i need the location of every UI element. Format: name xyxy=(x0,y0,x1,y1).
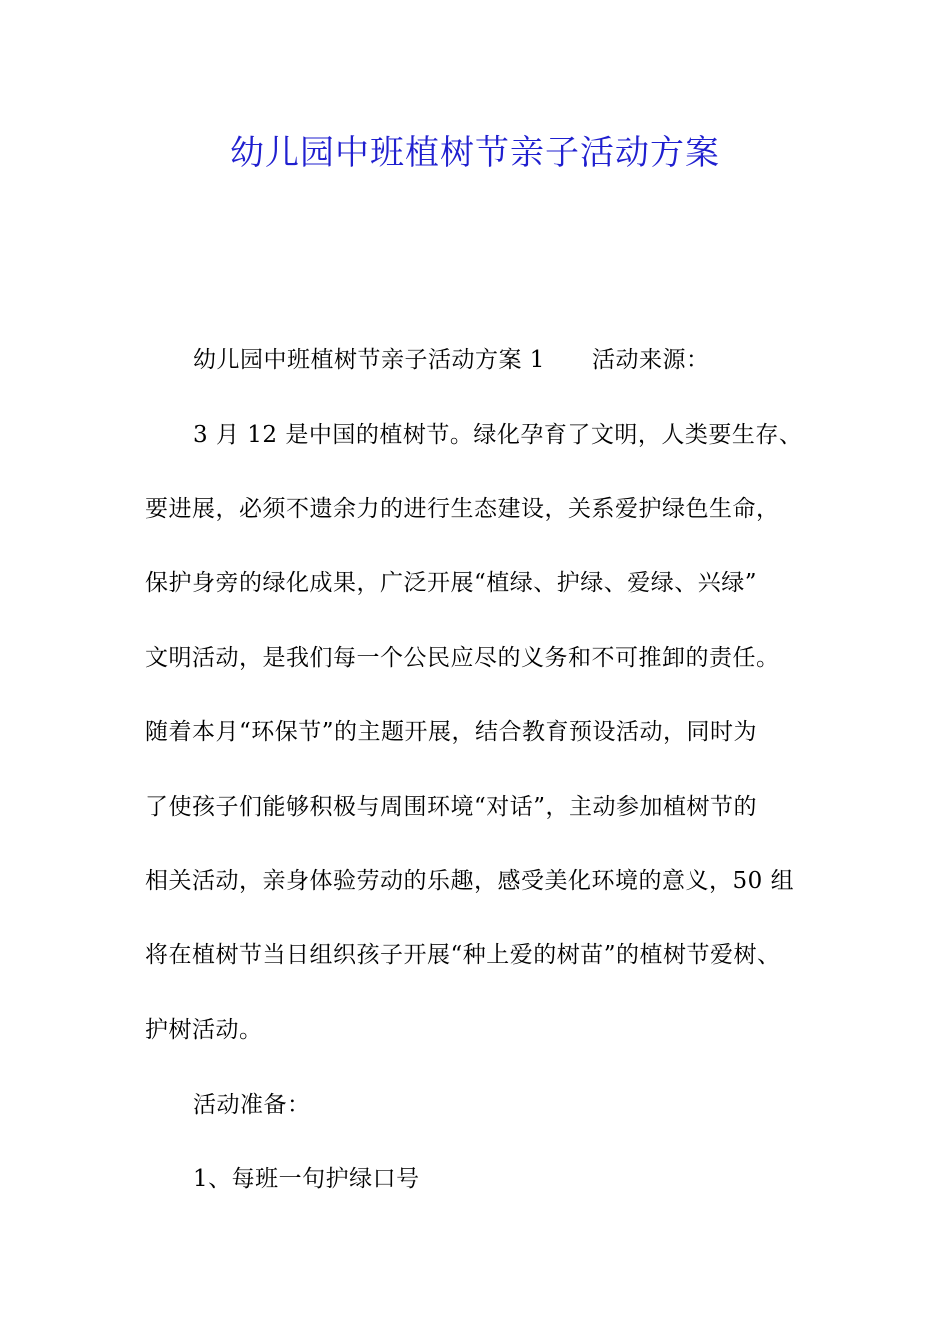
section-heading: 活动准备： xyxy=(193,1092,311,1118)
paragraph-line: 了使孩子们能够积极与周围环境“对话”，主动参加植树节的 xyxy=(145,794,758,820)
paragraph-line: 随着本月“环保节”的主题开展，结合教育预设活动，同时为 xyxy=(145,719,758,745)
document-title: 幼儿园中班植树节亲子活动方案 xyxy=(230,133,720,173)
paragraph-line: 保护身旁的绿化成果，广泛开展“植绿、护绿、爱绿、兴绿” xyxy=(145,570,758,596)
paragraph-line: 要进展，必须不遗余力的进行生态建设，关系爱护绿色生命， xyxy=(145,496,780,522)
paragraph-line: 护树活动。 xyxy=(145,1017,263,1043)
paragraph-line: 幼儿园中班植树节亲子活动方案 1 活动来源： xyxy=(193,347,710,373)
paragraph-line: 文明活动，是我们每一个公民应尽的义务和不可推卸的责任。 xyxy=(145,645,780,671)
paragraph-line: 3 月 12 是中国的植树节。绿化孕育了文明，人类要生存、 xyxy=(193,422,803,448)
paragraph-line: 相关活动，亲身体验劳动的乐趣，感受美化环境的意义，50 组 xyxy=(145,868,795,894)
paragraph-line: 将在植树节当日组织孩子开展“种上爱的树苗”的植树节爱树、 xyxy=(145,942,781,968)
list-item: 1、每班一句护绿口号 xyxy=(193,1166,420,1192)
